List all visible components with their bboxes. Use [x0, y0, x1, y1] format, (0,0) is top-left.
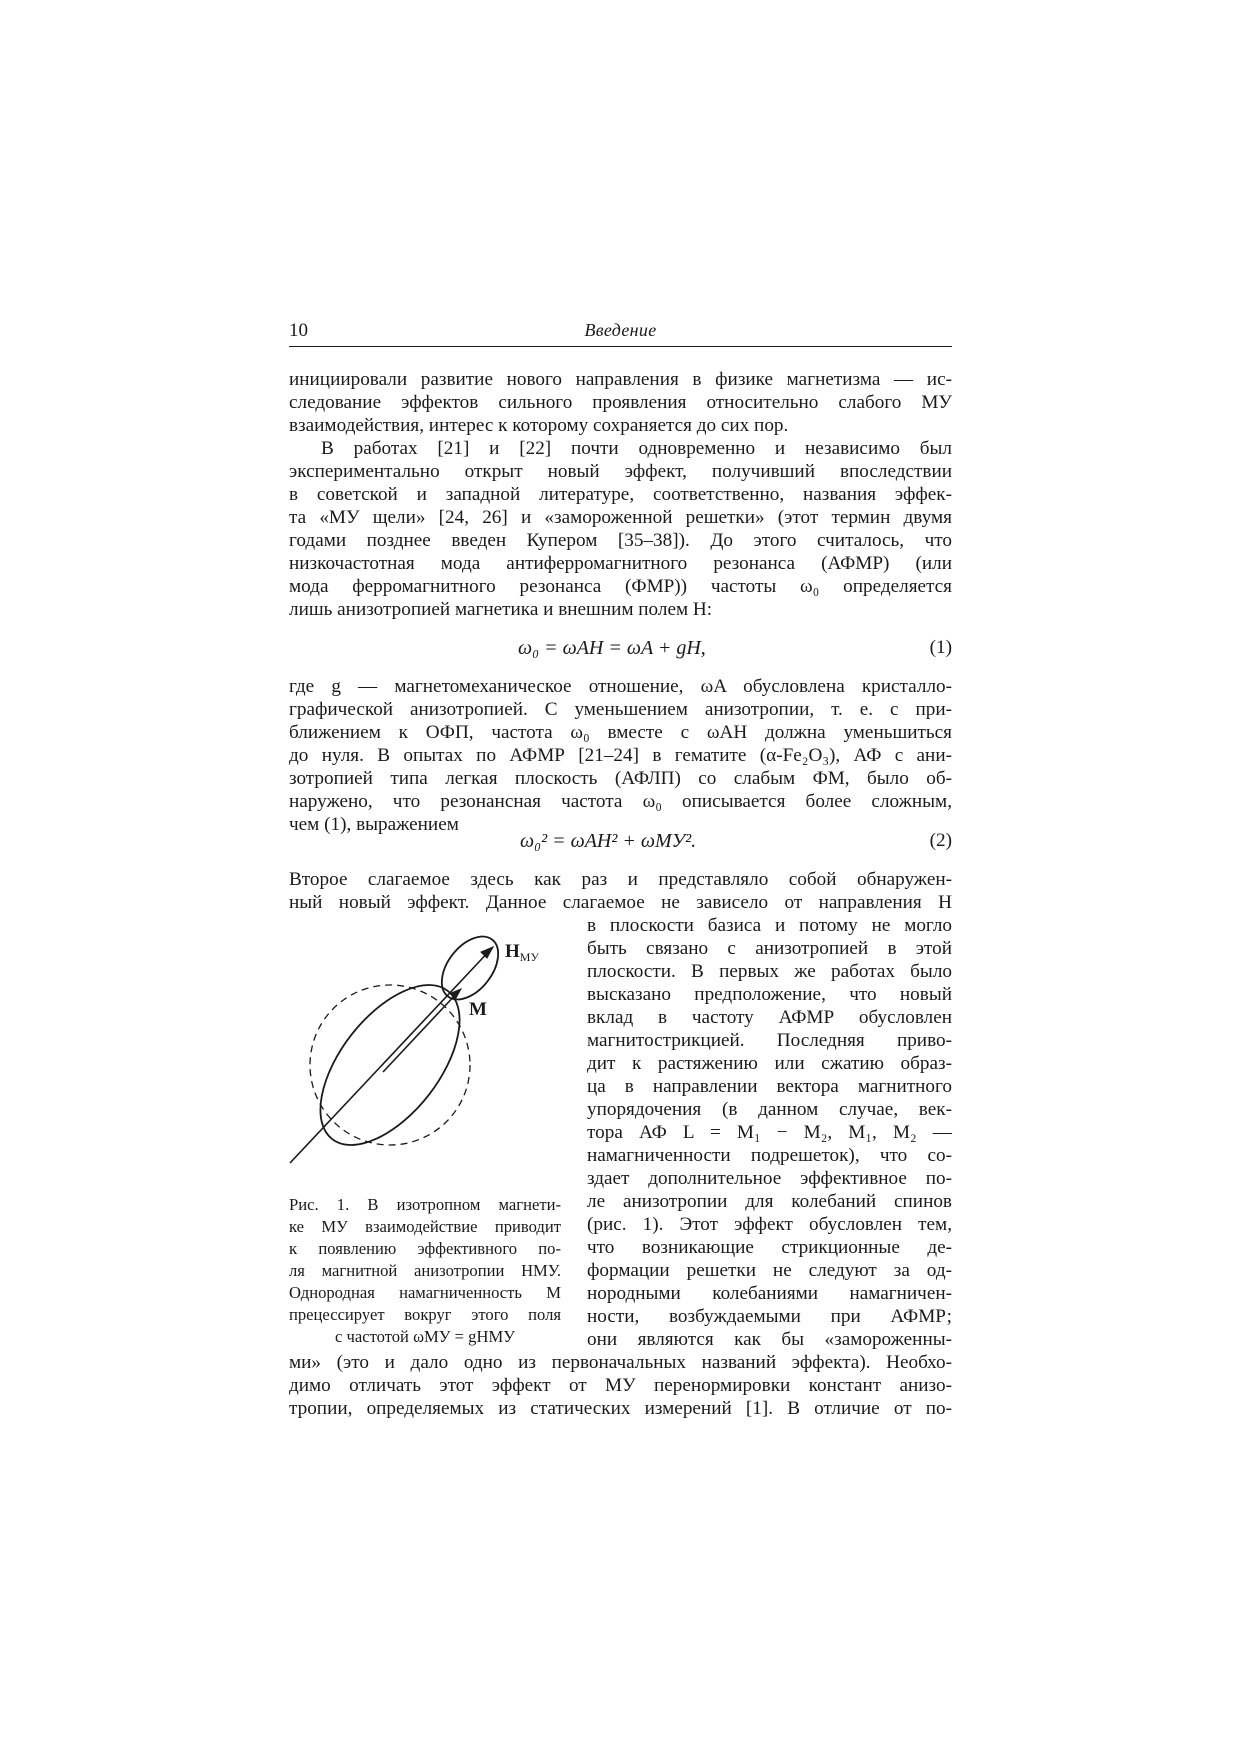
running-title: Введение: [584, 320, 657, 340]
precession-figure: [285, 925, 575, 1185]
text-line: они являются как бы «замороженны-: [587, 1329, 952, 1350]
text-line: экспериментально открыт новый эффект, получивший впоследствии: [289, 461, 952, 482]
text-line: взаимодействия, интерес к которому сохраняется до сих пор.: [289, 415, 789, 436]
text-line: низкочастотная мода антиферромагнитного резонанса (АФМР) (или: [289, 553, 952, 574]
text-line: ми» (это и дало одно из первоначальных названий эффекта). Необхо-: [289, 1352, 952, 1373]
precession-ring: [430, 926, 509, 1010]
text-line: зотропией типа легкая плоскость (АФЛП) со слабым ФМ, было об-: [289, 768, 952, 789]
text-line: здает дополнительное эффективное по-: [587, 1168, 952, 1189]
label-h-my: $H_{МУ}$: [505, 941, 539, 964]
text-line: годами позднее введен Купером [35–38]). До этого считалось, что: [289, 530, 952, 551]
magnetization-vector: [383, 992, 458, 1072]
text-line: формации решетки не следуют за од-: [587, 1260, 952, 1281]
text-line: где g — магнетомеханическое отношение, ωA обусловлена кристалло-: [289, 676, 952, 697]
text-line: упорядочения (в данном случае, век-: [587, 1099, 952, 1120]
figure-caption-line: ке МУ взаимодействие приводит: [289, 1217, 561, 1236]
text-line: чем (1), выражением: [289, 814, 459, 835]
text-line: в плоскости базиса и потому не могло: [587, 915, 952, 936]
text-line: дит к растяжению или сжатию образ-: [587, 1053, 952, 1074]
figure-caption-line: Однородная намагниченность M: [289, 1283, 561, 1302]
text-line: ле анизотропии для колебаний спинов: [587, 1191, 952, 1212]
text-line: ности, возбуждаемыми при АФМР;: [587, 1306, 952, 1327]
text-line: плоскости. В первых же работах было: [587, 961, 952, 982]
text-line: в советской и западной литературе, соответственно, названия эффек-: [289, 484, 952, 505]
figure-caption-line: с частотой ωМУ = gHМУ: [335, 1327, 515, 1346]
figure-caption-line: Рис. 1. В изотропном магнети-: [289, 1195, 561, 1214]
text-line: графической анизотропией. С уменьшением анизотропии, т. е. с при-: [289, 699, 952, 720]
text-line: тропии, определяемых из статических измерений [1]. В отличие от по-: [289, 1398, 952, 1419]
text-line: мода ферромагнитного резонанса (ФМР)) частоты ω₀ определяется: [289, 576, 952, 597]
text-line: до нуля. В опытах по АФМР [21–24] в гематите (α-Fe₂O₃), АФ с ани-: [289, 745, 952, 766]
field-arrow-head: [481, 947, 493, 958]
text-line: что возникающие стрикционные де-: [587, 1237, 952, 1258]
label-m: M: [469, 999, 487, 1020]
text-line: нородными колебаниями намагничен-: [587, 1283, 952, 1304]
page-number: 10: [289, 320, 308, 341]
text-line: намагниченности подрешеток), что со-: [587, 1145, 952, 1166]
text-line: (рис. 1). Этот эффект обусловлен тем,: [587, 1214, 952, 1235]
figure-caption-line: ля магнитной анизотропии HМУ.: [289, 1261, 561, 1280]
running-header: [289, 320, 952, 347]
text-line: магнитострикцией. Последняя приво-: [587, 1030, 952, 1051]
text-line: Второе слагаемое здесь как раз и представляло собой обнаружен-: [289, 869, 952, 890]
text-line: лишь анизотропией магнетика и внешним полем H:: [289, 599, 713, 620]
text-line: быть связано с анизотропией в этой: [587, 938, 952, 959]
magnetization-arrow-head: [450, 988, 462, 999]
text-line: ный новый эффект. Данное слагаемое не зависело от направления H: [289, 892, 952, 913]
text-line: ближением к ОФП, частота ω₀ вместе с ωAH должна уменьшиться: [289, 722, 952, 743]
text-line: следование эффектов сильного проявления относительно слабого МУ: [289, 392, 952, 413]
equation-1: ω₀ = ωAH = ωA + gH,: [518, 637, 706, 659]
text-line: ца в направлении вектора магнитного: [587, 1076, 952, 1097]
equation-2: ω₀² = ωAH² + ωМУ².: [520, 830, 697, 852]
text-line: димо отличать этот эффект от МУ перенормировки констант анизо-: [289, 1375, 952, 1396]
text-line: тора АФ L = M₁ − M₂, M₁, M₂ —: [587, 1122, 952, 1143]
text-line: та «МУ щели» [24, 26] и «замороженной решетки» (этот термин двумя: [289, 507, 952, 528]
figure-caption-line: к появлению эффективного по-: [289, 1239, 561, 1258]
figure-caption-line: прецессирует вокруг этого поля: [289, 1305, 561, 1324]
text-line: вклад в частоту АФМР обусловлен: [587, 1007, 952, 1028]
text-line: наружено, что резонансная частота ω₀ описывается более сложным,: [289, 791, 952, 812]
equation-1-number: (1): [929, 637, 952, 658]
text-line: В работах [21] и [22] почти одновременно и независимо был: [321, 438, 952, 459]
equation-2-number: (2): [929, 830, 952, 851]
text-line: инициировали развитие нового направления в физике магнетизма — ис-: [289, 369, 952, 390]
text-line: высказано предположение, что новый: [587, 984, 952, 1005]
